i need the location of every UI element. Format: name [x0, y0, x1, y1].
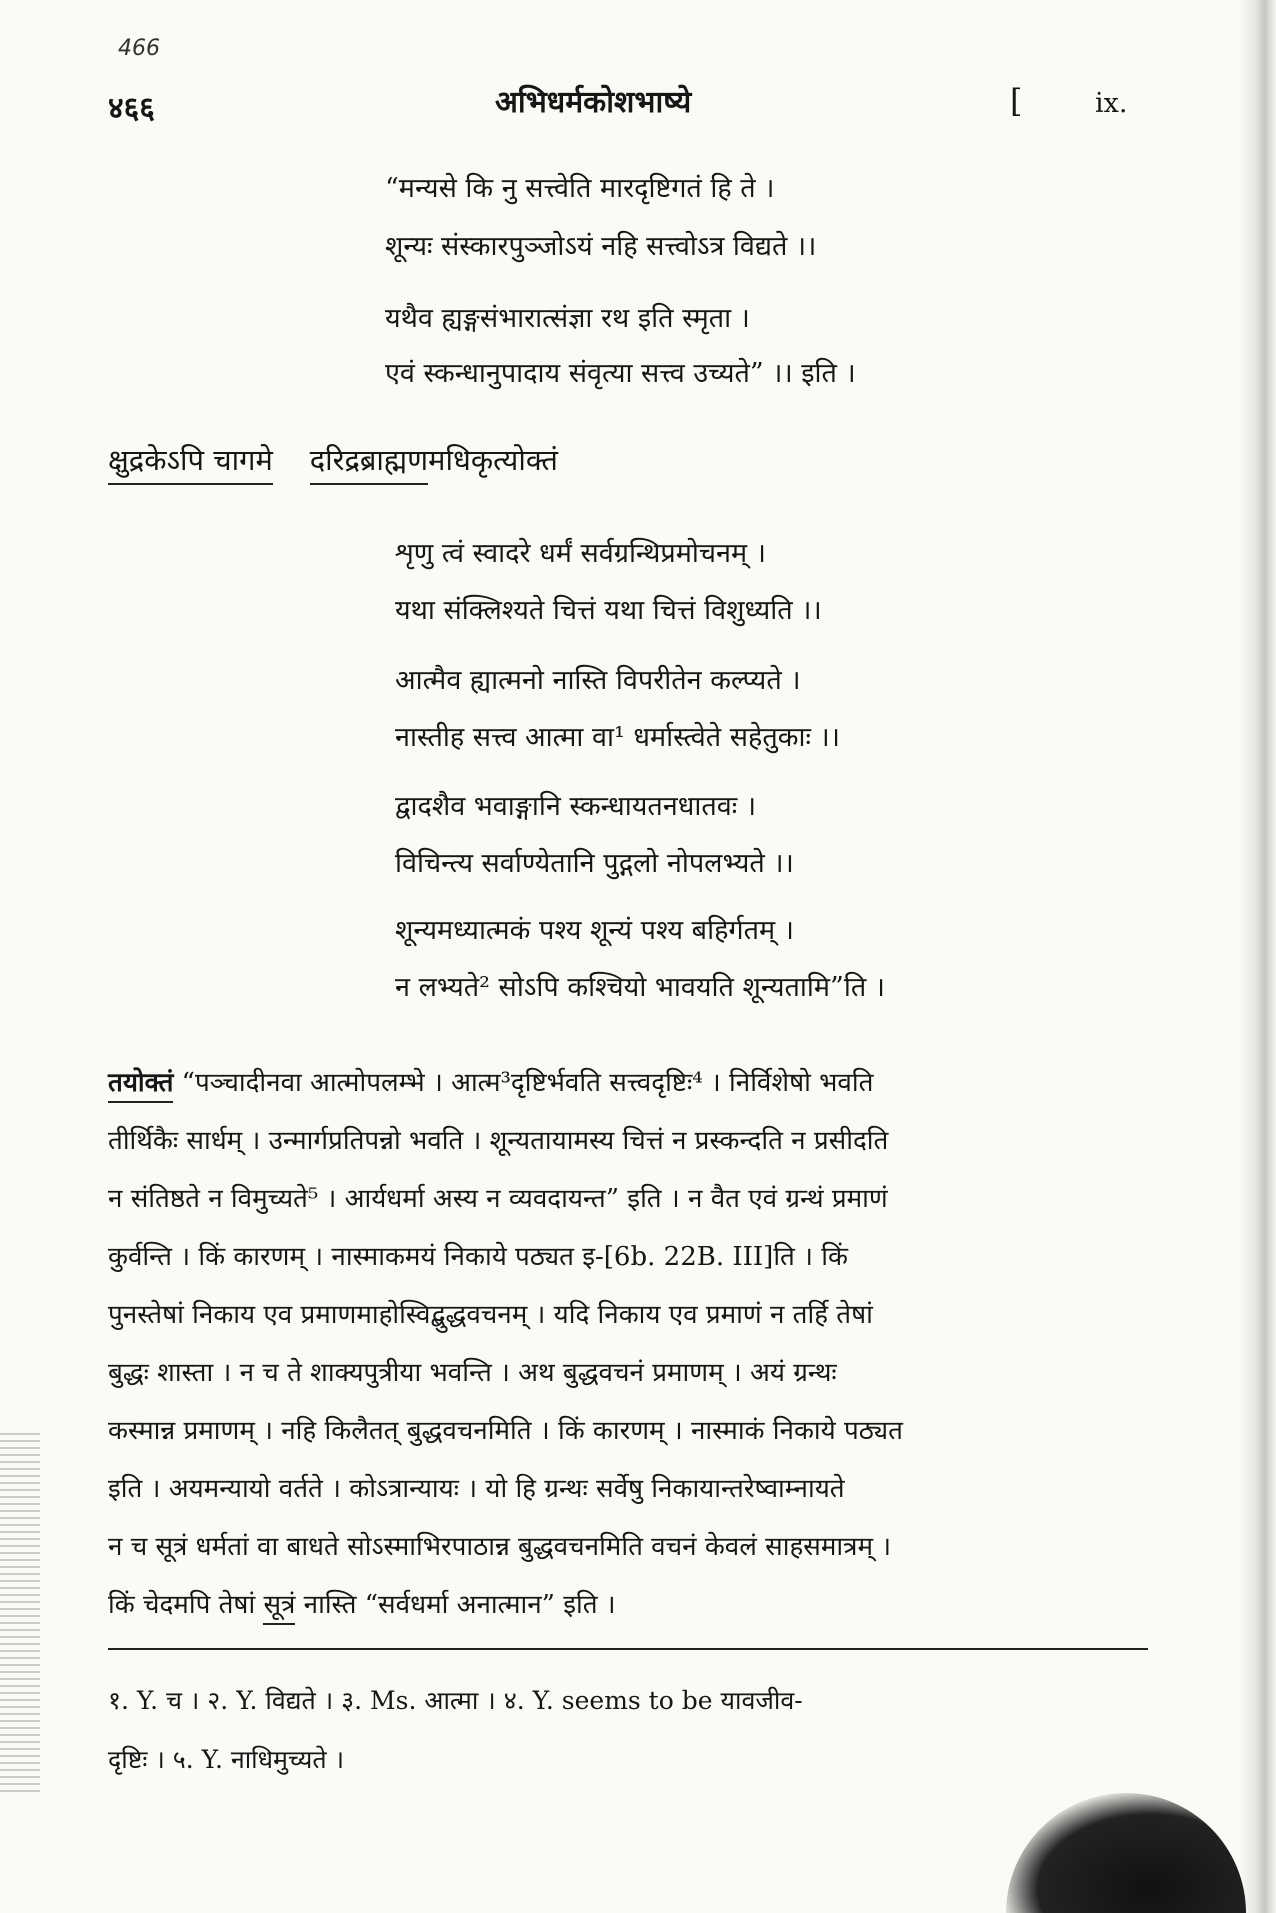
prose-text: नास्ति “सर्वधर्मा अनात्मान” इति ।: [295, 1590, 616, 1620]
prose-text: “पञ्चादीनवा आत्मोपलम्भे । आत्म³दृष्टिर्भवति सत्त्वदृष्टिः⁴ । निर्विशेषो भवति: [173, 1068, 874, 1098]
prose-line: न संतिष्ठते न विमुच्यते⁵ । आर्यधर्मा अस्य न व्यवदायन्त” इति । न वैत एवं ग्रन्थं प्रमाणं: [108, 1184, 888, 1214]
prose-line: तीर्थिकैः सार्धम् । उन्मार्गप्रतिपन्नो भवति । शून्यतायामस्य चित्तं न प्रस्कन्दति न प्रसीदति: [108, 1126, 889, 1156]
verse-line: शून्यमध्यात्मकं पश्य शून्यं पश्य बहिर्गतम् ।: [395, 915, 794, 946]
prose-line: कस्मान्न प्रमाणम् । नहि किलैतत् बुद्धवचनमिति । किं कारणम् । नास्माकं निकाये पठ्यत: [108, 1416, 903, 1446]
verse-line: विचिन्त्य सर्वाण्येतानि पुद्गलो नोपलभ्यते ।।: [395, 848, 794, 879]
footnote-rule: [108, 1648, 1148, 1650]
prose-line: [108, 1063, 873, 1099]
footnote-line: १. Y. च । २. Y. विद्यते । ३. Ms. आत्मा । ४. Y. seems to be यावजीव-: [108, 1686, 803, 1715]
prose-line: कुर्वन्ति । किं कारणम् । नास्माकमयं निकाये पठ्यत इ-[6b. 22B. III]ति । किं: [108, 1242, 848, 1272]
book-spine-shadow: [1238, 0, 1276, 1913]
verse-line: शून्यः संस्कारपुञ्जोऽयं नहि सत्त्वोऽत्र विद्यते ।।: [385, 231, 817, 262]
prose-line: बुद्धः शास्ता । न च ते शाक्यपुत्रीया भवन्ति । अथ बुद्धवचनं प्रमाणम् । अयं ग्रन्थः: [108, 1358, 837, 1388]
prose-line: [108, 1585, 616, 1621]
page-edge-scan-noise: [0, 1433, 40, 1793]
subject-underlined: दरिद्रब्राह्मण: [310, 440, 428, 485]
verse-line: “मन्यसे कि नु सत्त्वेति मारदृष्टिगतं हि ते ।: [385, 173, 775, 204]
footnote-line: दृष्टिः । ५. Y. नाधिमुच्यते ।: [108, 1745, 345, 1774]
verse-line: आत्मैव ह्यात्मनो नास्ति विपरीतेन कल्प्यते ।: [395, 665, 801, 696]
verse-line: शृणु त्वं स्वादरे धर्मं सर्वग्रन्थिप्रमोचनम् ।: [395, 538, 766, 569]
prose-line: पुनस्तेषां निकाय एव प्रमाणमाहोस्विद्बुद्धवचनम् । यदि निकाय एव प्रमाणं न तर्हि तेषां: [108, 1300, 873, 1330]
running-title: अभिधर्मकोशभाष्ये: [495, 85, 692, 120]
verse-line: न लभ्यते² सोऽपि कश्चियो भावयति शून्यतामि”ति ।: [395, 972, 886, 1003]
handwritten-page-note: 466: [118, 36, 160, 61]
intro-line: [108, 440, 558, 485]
intro-rest: मधिकृत्योक्तं: [428, 443, 558, 477]
prose-line: न च सूत्रं धर्मतां वा बाधते सोऽस्माभिरपाठान्न बुद्धवचनमिति वचनं केवलं साहसमात्रम् ।: [108, 1532, 892, 1562]
bracket-mark: [: [1010, 82, 1023, 120]
folio-reference: ix.: [1095, 88, 1128, 119]
prose-underlined-word: सूत्रं: [263, 1590, 295, 1625]
page-number: ४६६: [108, 91, 155, 126]
verse-line: नास्तीह सत्त्व आत्मा वा¹ धर्मास्त्वेते सहेतुकाः ।।: [395, 722, 840, 753]
verse-line: यथा संक्लिश्यते चित्तं यथा चित्तं विशुध्यति ।।: [395, 595, 822, 626]
thumb-shadow: [1006, 1793, 1246, 1913]
verse-line: एवं स्कन्धानुपादाय संवृत्या सत्त्व उच्यते” ।। इति ।: [385, 358, 856, 389]
prose-text: किं चेदमपि तेषां: [108, 1590, 264, 1620]
prose-line: इति । अयमन्यायो वर्तते । कोऽत्रान्यायः । यो हि ग्रन्थः सर्वेषु निकायान्तरेष्वाम्नायते: [108, 1474, 845, 1504]
verse-line: यथैव ह्यङ्गसंभारात्संज्ञा रथ इति स्मृता ।: [385, 303, 750, 334]
source-underlined: क्षुद्रकेऽपि चागमे: [108, 440, 273, 485]
prose-underlined-word: तयोक्तं: [108, 1068, 173, 1103]
verse-line: द्वादशैव भवाङ्गानि स्कन्धायतनधातवः ।: [395, 791, 757, 822]
